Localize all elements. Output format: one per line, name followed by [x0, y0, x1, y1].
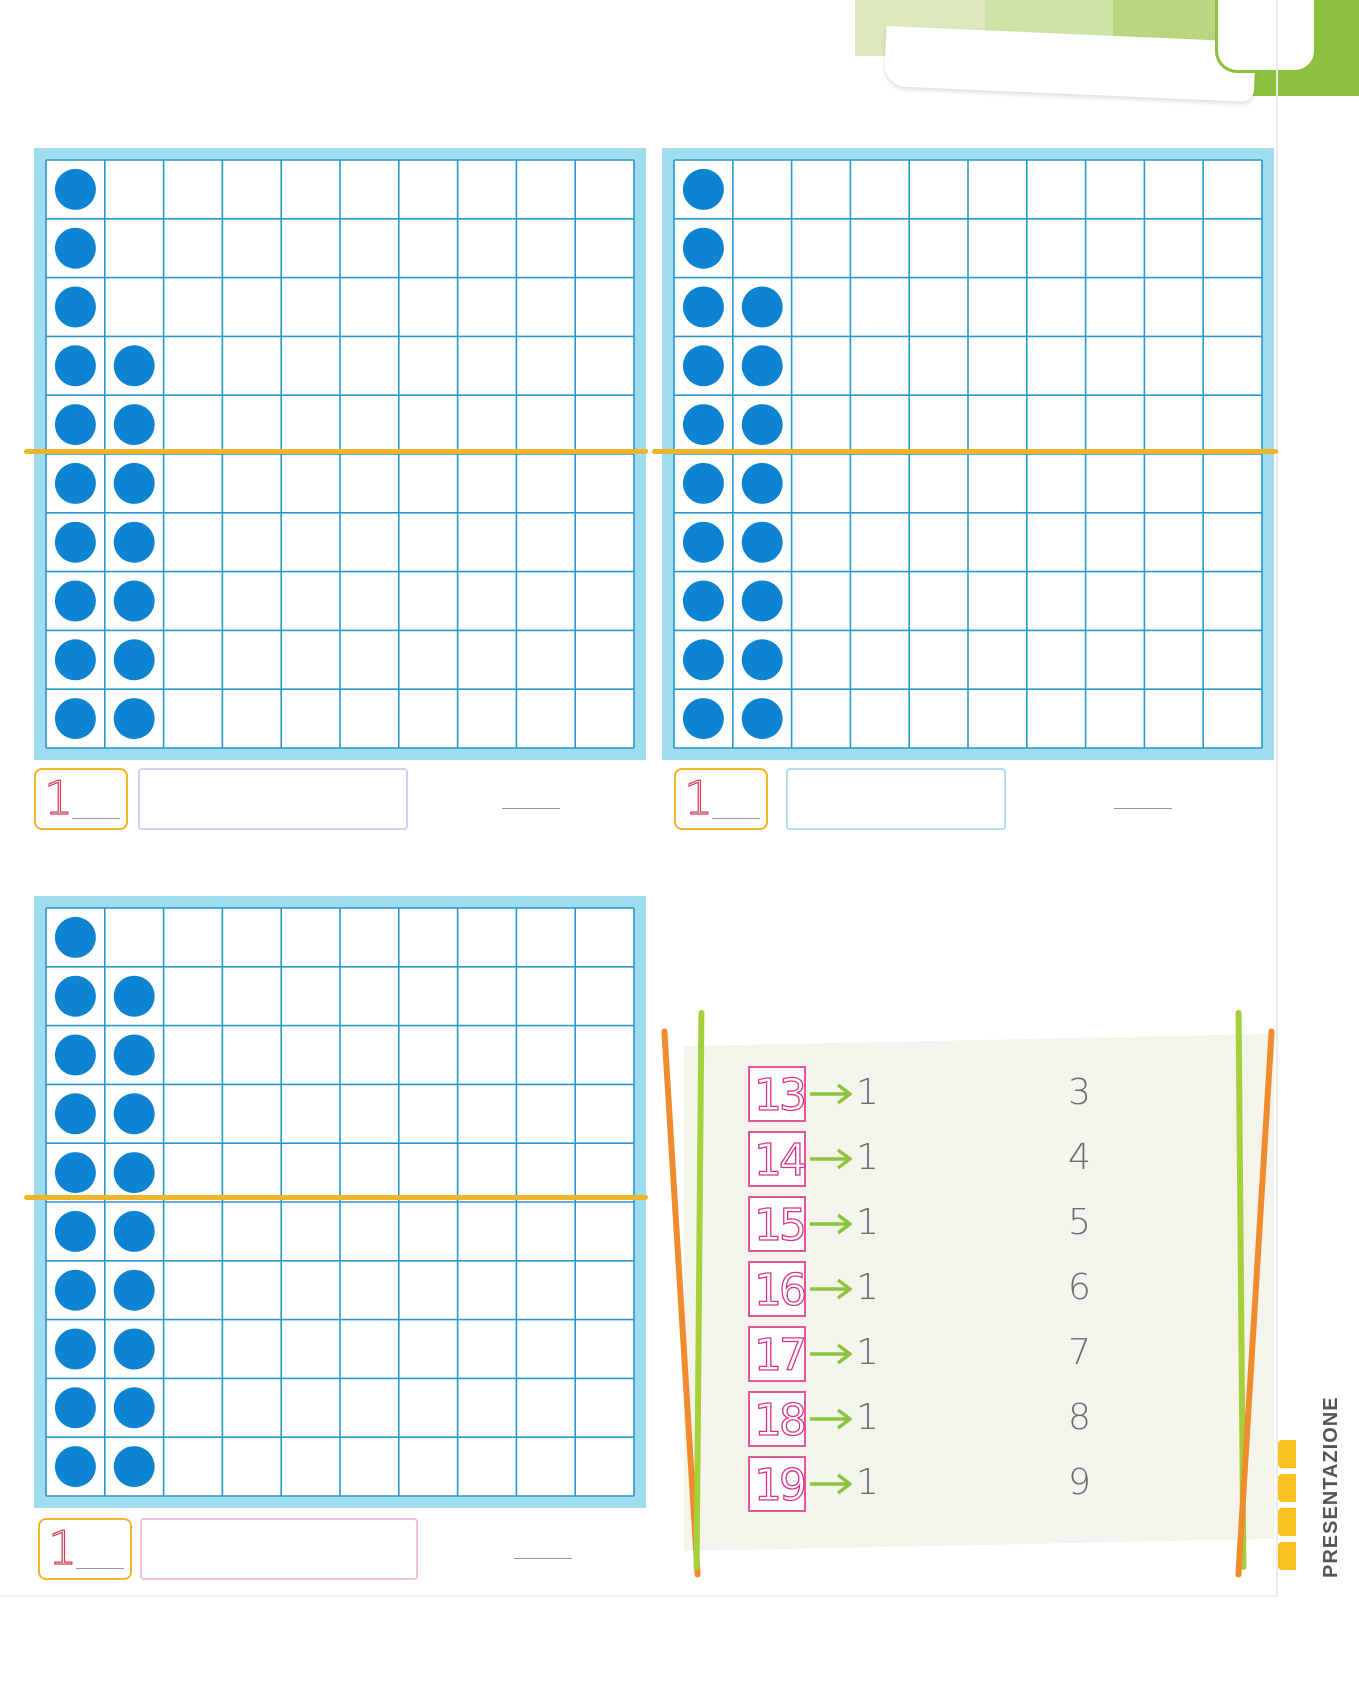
- counter-dot: [55, 581, 96, 622]
- counter-dot: [55, 976, 96, 1017]
- counter-dot: [55, 1446, 96, 1487]
- counter-dot: [114, 698, 155, 739]
- counter-dot: [55, 1093, 96, 1134]
- number-box: [748, 1391, 806, 1447]
- number-box: [748, 1261, 806, 1317]
- tens-value: 1: [856, 1137, 879, 1178]
- counter-dot: [114, 1387, 155, 1428]
- arrow-right-icon: [808, 1082, 854, 1106]
- counter-dot: [55, 345, 96, 386]
- arrow-right-icon: [808, 1277, 854, 1301]
- units-blank: [76, 1568, 124, 1569]
- number-word-box[interactable]: [140, 1518, 418, 1580]
- counter-dot: [683, 463, 724, 504]
- counter-dot: [742, 345, 783, 386]
- number-word-box[interactable]: [786, 768, 1006, 830]
- ten-frame-grid-3: [34, 896, 646, 1508]
- units-value: 3: [1068, 1072, 1091, 1113]
- number-box: [748, 1326, 806, 1382]
- section-label: PRESENTAZIONE: [1320, 1396, 1342, 1578]
- tens-value: 1: [856, 1332, 879, 1373]
- counter-dot: [742, 404, 783, 445]
- answer-row-1: [34, 768, 624, 832]
- counter-dot: [683, 287, 724, 328]
- number-label: 14: [754, 1135, 804, 1186]
- number-label: 16: [754, 1265, 804, 1316]
- tens-value: 1: [856, 1267, 879, 1308]
- tens-value: 1: [856, 1202, 879, 1243]
- counter-dot: [742, 581, 783, 622]
- counter-dot: [114, 1152, 155, 1193]
- counter-dot: [55, 1152, 96, 1193]
- number-write-box[interactable]: [34, 768, 128, 830]
- tens-digit: 1: [684, 771, 714, 825]
- counter-dot: [683, 698, 724, 739]
- arrow-right-icon: [808, 1472, 854, 1496]
- counter-dot: [114, 1446, 155, 1487]
- counter-dot: [683, 581, 724, 622]
- page-bottom-edge: [0, 1595, 1278, 1597]
- number-label: 13: [754, 1070, 804, 1121]
- counter-dot: [683, 639, 724, 680]
- number-box: [748, 1131, 806, 1187]
- counter-dot: [55, 169, 96, 210]
- decomposition-row: [748, 1196, 1198, 1254]
- counter-dot: [55, 1211, 96, 1252]
- counter-dot: [114, 345, 155, 386]
- counter-dot: [683, 404, 724, 445]
- answer-line: [514, 1558, 572, 1559]
- counter-dot: [114, 976, 155, 1017]
- decomposition-row: [748, 1066, 1198, 1124]
- decomposition-row: [748, 1261, 1198, 1319]
- units-value: 8: [1068, 1397, 1091, 1438]
- number-box: [748, 1196, 806, 1252]
- decomposition-row: [748, 1456, 1198, 1514]
- tens-digit: 1: [48, 1521, 78, 1575]
- counter-dot: [114, 639, 155, 680]
- counter-dot: [114, 1093, 155, 1134]
- number-label: 15: [754, 1200, 804, 1251]
- counter-dot: [114, 1035, 155, 1076]
- counter-dot: [742, 287, 783, 328]
- ten-frame-grid-1: [34, 148, 646, 760]
- units-value: 6: [1068, 1267, 1091, 1308]
- number-label: 18: [754, 1395, 804, 1446]
- tens-value: 1: [856, 1462, 879, 1503]
- number-write-box[interactable]: [38, 1518, 132, 1580]
- grid-svg: [34, 896, 646, 1508]
- counter-dot: [114, 404, 155, 445]
- answer-row-3: [38, 1518, 598, 1582]
- arrow-right-icon: [808, 1212, 854, 1236]
- counter-dot: [55, 287, 96, 328]
- tens-value: 1: [856, 1072, 879, 1113]
- counter-dot: [55, 1387, 96, 1428]
- counter-dot: [55, 522, 96, 563]
- answer-row-2: [674, 768, 1194, 832]
- arrow-right-icon: [808, 1342, 854, 1366]
- counter-dot: [742, 698, 783, 739]
- counter-dot: [683, 169, 724, 210]
- number-box: [748, 1456, 806, 1512]
- half-divider-line: [24, 449, 648, 454]
- top-banner-decoration: [855, 0, 1359, 98]
- units-blank: [72, 818, 120, 819]
- counter-dot: [114, 463, 155, 504]
- counter-dot: [683, 345, 724, 386]
- ten-frame-grid-2: [662, 148, 1274, 760]
- counter-dot: [683, 522, 724, 563]
- section-tabs: [1278, 1440, 1296, 1576]
- counter-dot: [55, 1329, 96, 1370]
- tens-value: 1: [856, 1397, 879, 1438]
- counter-dot: [55, 404, 96, 445]
- arrow-right-icon: [808, 1407, 854, 1431]
- answer-line: [502, 808, 560, 809]
- decomposition-row: [748, 1391, 1198, 1449]
- counter-dot: [55, 1035, 96, 1076]
- decomposition-row: [748, 1131, 1198, 1189]
- half-divider-line: [652, 449, 1278, 454]
- half-divider-line: [24, 1195, 648, 1200]
- counter-dot: [114, 581, 155, 622]
- counter-dot: [742, 639, 783, 680]
- units-value: 4: [1068, 1137, 1091, 1178]
- counter-dot: [114, 1270, 155, 1311]
- counter-dot: [742, 522, 783, 563]
- counter-dot: [55, 463, 96, 504]
- decomposition-row: [748, 1326, 1198, 1384]
- units-value: 9: [1068, 1462, 1091, 1503]
- page-edge: [1276, 0, 1278, 1595]
- arrow-right-icon: [808, 1147, 854, 1171]
- units-value: 5: [1068, 1202, 1091, 1243]
- units-blank: [712, 818, 760, 819]
- counter-dot: [742, 463, 783, 504]
- number-label: 19: [754, 1460, 804, 1511]
- number-label: 17: [754, 1330, 804, 1381]
- counter-dot: [55, 228, 96, 269]
- counter-dot: [114, 522, 155, 563]
- counter-dot: [55, 639, 96, 680]
- grid-svg: [662, 148, 1274, 760]
- number-box: [748, 1066, 806, 1122]
- counter-dot: [55, 698, 96, 739]
- counter-dot: [55, 917, 96, 958]
- tens-digit: 1: [44, 771, 74, 825]
- number-write-box[interactable]: [674, 768, 768, 830]
- number-word-box[interactable]: [138, 768, 408, 830]
- answer-line: [1114, 808, 1172, 809]
- counter-dot: [683, 228, 724, 269]
- counter-dot: [114, 1211, 155, 1252]
- units-value: 7: [1068, 1332, 1091, 1373]
- counter-dot: [55, 1270, 96, 1311]
- counter-dot: [114, 1329, 155, 1370]
- grid-svg: [34, 148, 646, 760]
- page-number-tab: [1215, 0, 1317, 73]
